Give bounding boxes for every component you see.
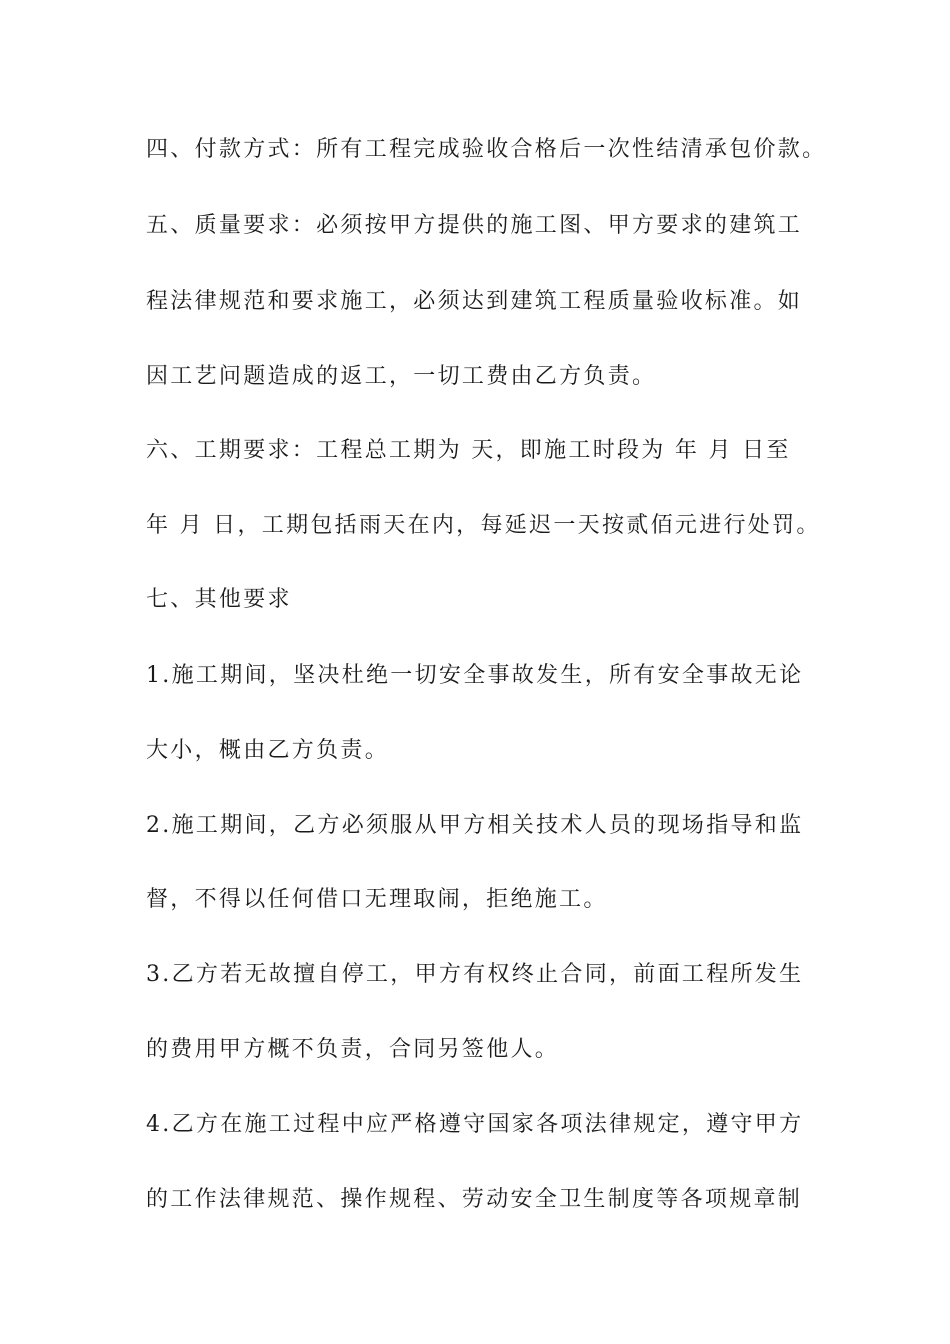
item-3-stoppage-cont: 的费用甲方概不负责，合同另签他人。: [146, 1037, 560, 1062]
item-2-supervision: 2.施工期间，乙方必须服从甲方相关技术人员的现场指导和监: [146, 813, 804, 838]
item-4-compliance: 4.乙方在施工过程中应严格遵守国家各项法律规定，遵守甲方: [146, 1112, 804, 1137]
clause-6-schedule-cont: 年 月 日，工期包括雨天在内，每延迟一天按贰佰元进行处罚。: [146, 513, 821, 538]
item-4-compliance-cont: 的工作法律规范、操作规程、劳动安全卫生制度等各项规章制: [146, 1187, 803, 1212]
clause-5-quality-cont: 程法律规范和要求施工，必须达到建筑工程质量验收标准。如: [146, 289, 803, 314]
clause-7-heading: 七、其他要求: [146, 587, 292, 612]
clause-5-quality-cont: 因工艺问题造成的返工，一切工费由乙方负责。: [146, 364, 657, 389]
clause-5-quality: 五、质量要求：必须按甲方提供的施工图、甲方要求的建筑工: [146, 213, 803, 238]
item-1-safety: 1.施工期间，坚决杜绝一切安全事故发生，所有安全事故无论: [146, 663, 804, 688]
clause-6-schedule: 六、工期要求：工程总工期为 天，即施工时段为 年 月 日至: [146, 438, 791, 463]
clause-4-payment: 四、付款方式：所有工程完成验收合格后一次性结清承包价款。: [146, 137, 827, 162]
item-3-stoppage: 3.乙方若无故擅自停工，甲方有权终止合同，前面工程所发生: [146, 962, 804, 987]
item-1-safety-cont: 大小，概由乙方负责。: [146, 738, 390, 763]
item-2-supervision-cont: 督，不得以任何借口无理取闹，拒绝施工。: [146, 887, 608, 912]
